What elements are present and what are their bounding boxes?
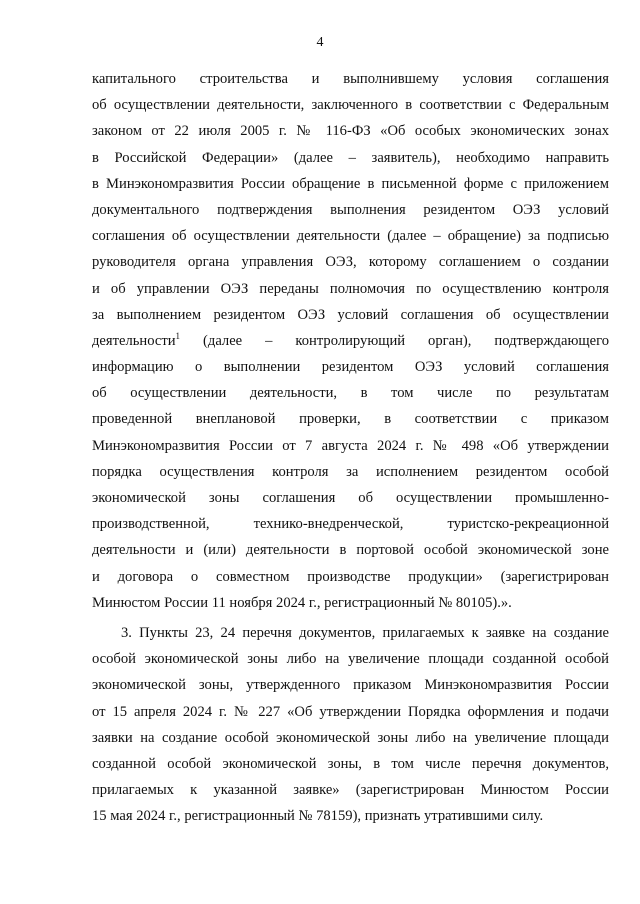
text-line: и об управлении ОЭЗ переданы полномочия по осуществлению контроля bbox=[92, 280, 609, 297]
text-line: от 15 апреля 2024 г. № 227 «Об утверждении Порядка оформления и подачи bbox=[92, 703, 609, 720]
text-line: за выполнением резидентом ОЭЗ условий соглашения об осуществлении bbox=[92, 306, 609, 323]
text-line: в Российской Федерации» (далее – заявитель), необходимо направить bbox=[92, 149, 609, 166]
text-line: законом от 22 июля 2005 г. № 116-ФЗ «Об особых экономических зонах bbox=[92, 123, 609, 140]
text-line: капитального строительства и выполнившему условия соглашения bbox=[92, 71, 609, 87]
text-line: Минюстом России 11 ноября 2024 г., регистрационный № 80105).». bbox=[92, 594, 512, 611]
text-line: производственной, технико-внедренческой, туристско-рекреационной bbox=[92, 516, 609, 533]
text-line: проведенной внеплановой проверки, в соответствии с приказом bbox=[92, 411, 609, 428]
text-fragment: (далее – контролирующий орган), подтверждающего bbox=[203, 332, 609, 349]
text-line: об осуществлении деятельности, заключенного в соответствии с Федеральным bbox=[92, 97, 609, 114]
text-line: особой экономической зоны либо на увеличение площади созданной особой bbox=[92, 651, 609, 668]
text-line: заявки на создание особой экономической зоны либо на увеличение площади bbox=[92, 729, 609, 746]
text-line: и договора о совместном производстве продукции» (зарегистрирован bbox=[92, 568, 609, 585]
text-line: соглашения об осуществлении деятельности (далее – обращение) за подписью bbox=[92, 228, 609, 245]
text-line: экономической зоны соглашения об осуществлении промышленно- bbox=[92, 490, 609, 506]
text-line: документального подтверждения выполнения резидентом ОЭЗ условий bbox=[92, 201, 609, 218]
text-line: 15 мая 2024 г., регистрационный № 78159), признать утратившими силу. bbox=[92, 808, 544, 825]
text-line: об осуществлении деятельности, в том числе по результатам bbox=[92, 385, 609, 402]
text-line: в Минэкономразвития России обращение в письменной форме с приложением bbox=[92, 175, 609, 192]
text-line: деятельности и (или) деятельности в портовой особой экономической зоне bbox=[92, 542, 609, 559]
text-line-with-footnote bbox=[92, 328, 609, 354]
document-body bbox=[92, 66, 609, 829]
text-line: информацию о выполнении резидентом ОЭЗ условий соглашения bbox=[92, 359, 609, 376]
text-line: экономической зоны, утвержденного приказом Минэкономразвития России bbox=[92, 677, 609, 694]
text-fragment: деятельности bbox=[92, 332, 176, 349]
text-line: созданной особой экономической зоны, в том числе перечня документов, bbox=[92, 755, 609, 772]
paragraph-item-3 bbox=[92, 620, 609, 830]
paragraph-amendment-continuation bbox=[92, 66, 609, 616]
text-line: Минэкономразвития России от 7 августа 2024 г. № 498 «Об утверждении bbox=[92, 437, 609, 454]
text-line: руководителя органа управления ОЭЗ, которому соглашением о создании bbox=[92, 254, 609, 271]
text-line: прилагаемых к указанной заявке» (зарегистрирован Минюстом России bbox=[92, 782, 609, 799]
footnote-reference: 1 bbox=[175, 331, 181, 342]
text-line: порядка осуществления контроля за исполнением резидентом особой bbox=[92, 463, 609, 480]
page-number: 4 bbox=[316, 35, 324, 50]
text-line: 3. Пункты 23, 24 перечня документов, прилагаемых к заявке на создание bbox=[121, 624, 609, 641]
